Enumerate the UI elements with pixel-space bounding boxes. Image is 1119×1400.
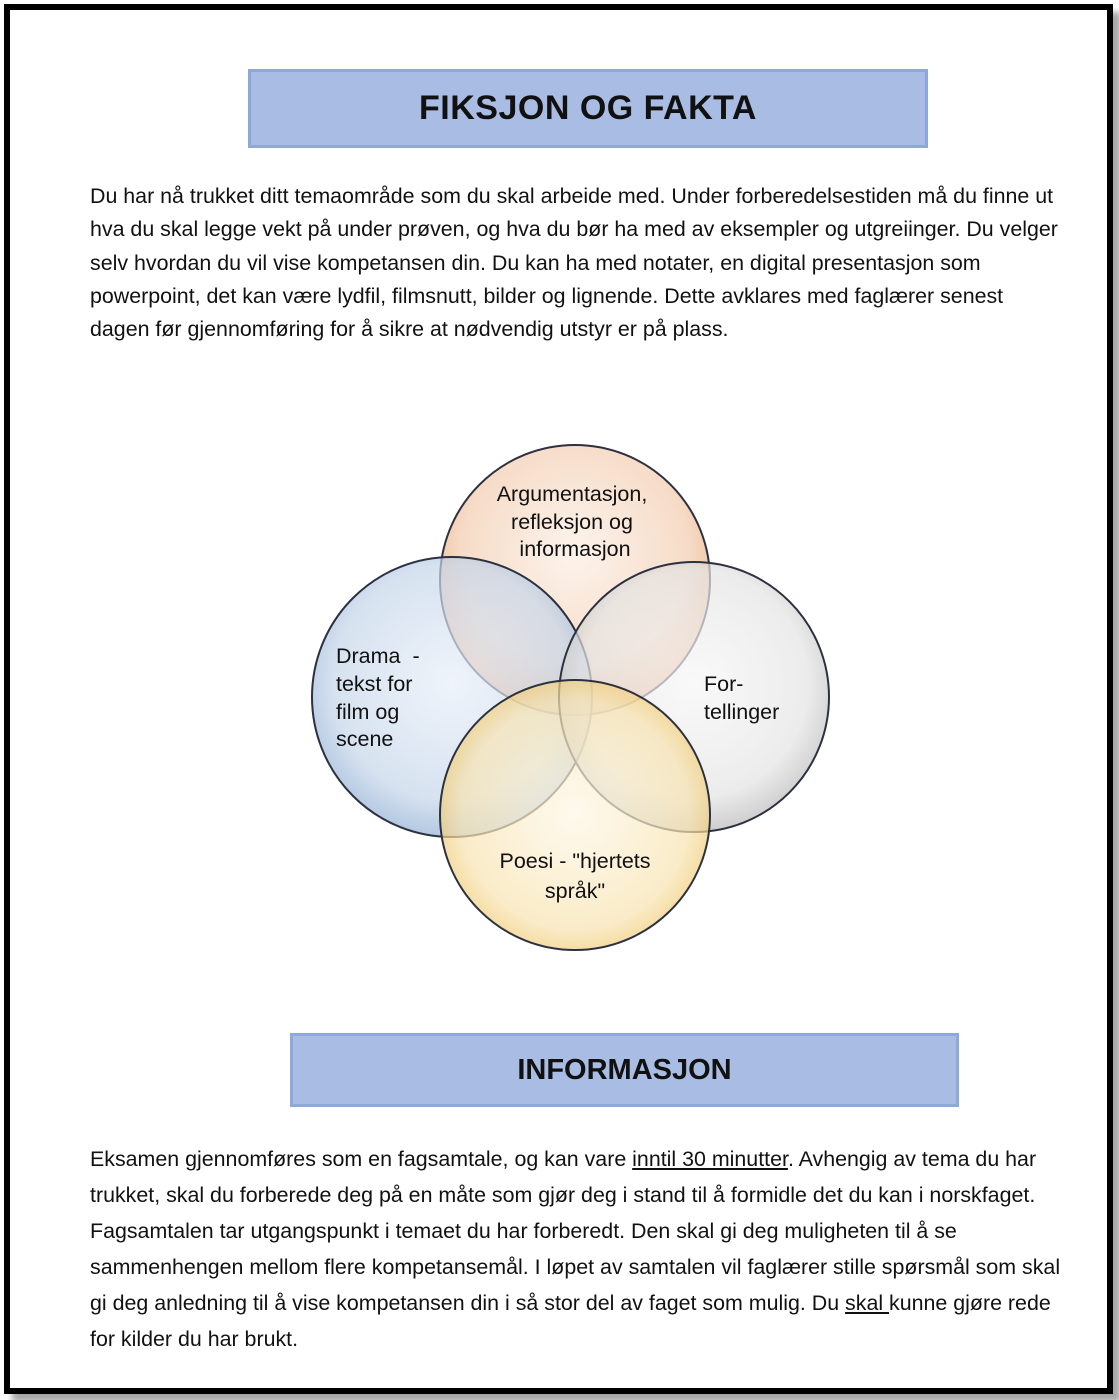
- circle-bottom: [440, 680, 710, 950]
- info-text: [90, 1141, 1065, 1357]
- info-paragraph: [90, 1141, 1065, 1357]
- info-underline-skal: skal: [845, 1291, 890, 1315]
- info-text-part2: . Avhengig av tema du har trukket, skal du forberede deg på en måte som gjør deg i stand til å formidle det du kan i norskfaget. Fagsamtalen tar utgangspunkt i temaet du har forberedt. Den skal gi deg muligheten til å se sammenhengen mellom flere kompetansemål. I løpet av samtalen vil faglærer stille spørsmål som skal gi deg anledning til å vise kompetansen din i så stor del av faget som mulig. Du: [90, 1147, 1061, 1315]
- intro-text: Du har nå trukket ditt temaområde som du skal arbeide med. Under forberedelsestiden må du finne ut hva du skal legge vekt på under prøven, og hva du bør ha med av eksempler og utgreiinger. Du velger selv hvordan du vil vise kompetansen din. Du kan ha med notater, en digital presentasjon som powerpoint, det kan være lydfil, filmsnutt, bilder og lignende. Dette avklares med faglærer senest dagen før gjennomføring for å sikre at nødvendig utstyr er på plass.: [90, 184, 1058, 342]
- label-right: For- tellinger: [704, 672, 780, 724]
- label-left: Drama - tekst for film og scene: [336, 644, 420, 751]
- page-title: FIKSJON OG FAKTA: [419, 89, 757, 127]
- info-heading: INFORMASJON: [517, 1053, 732, 1086]
- label-bottom: Poesi - "hjertets språk": [499, 849, 651, 903]
- info-text-part3: kunne gjøre rede for kilder du har brukt.: [90, 1291, 1051, 1351]
- info-underline-duration: inntil 30 minutter: [632, 1147, 788, 1171]
- label-top: Argumentasjon, refleksjon og informasjon: [496, 482, 648, 561]
- info-banner: [290, 1033, 959, 1107]
- info-text-part1: Eksamen gjennomføres som en fagsamtale, og kan vare: [90, 1147, 633, 1171]
